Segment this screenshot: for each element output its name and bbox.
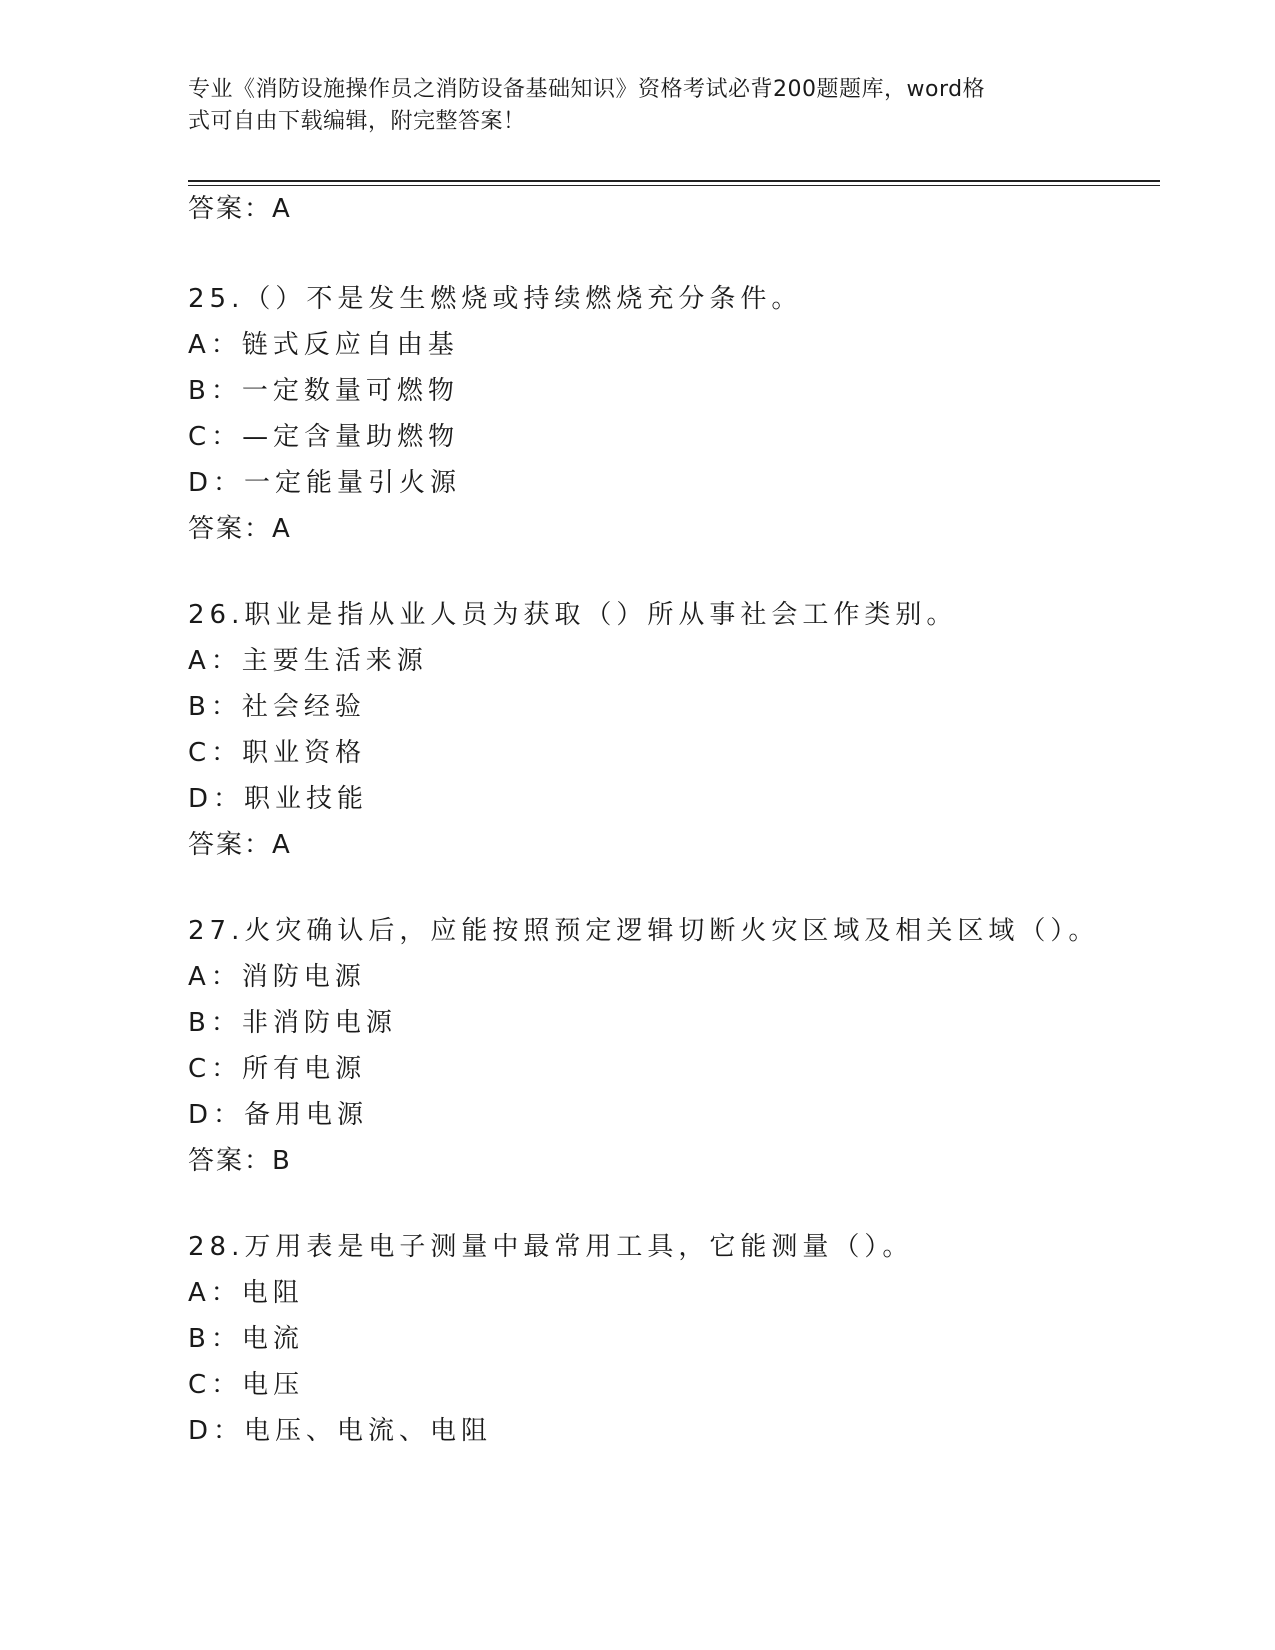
option-c: C：电压 bbox=[188, 1370, 305, 1400]
question-stem: 25.（）不是发生燃烧或持续燃烧充分条件。 bbox=[188, 284, 803, 314]
document-header bbox=[188, 74, 1088, 138]
option-b: B：一定数量可燃物 bbox=[188, 376, 459, 406]
header-divider-thin bbox=[188, 185, 1160, 186]
option-a: A：电阻 bbox=[188, 1278, 304, 1308]
question-27 bbox=[188, 908, 1099, 1184]
option-a: A：消防电源 bbox=[188, 962, 366, 992]
header-line-2: 式可自由下载编辑，附完整答案！ bbox=[188, 109, 526, 134]
header-line-1: 专业《消防设施操作员之消防设备基础知识》资格考试必背200题题库，word格 bbox=[188, 77, 986, 102]
answer: 答案：A bbox=[188, 830, 292, 860]
question-stem: 27.火灾确认后，应能按照预定逻辑切断火灾区域及相关区域（）。 bbox=[188, 916, 1100, 946]
question-28 bbox=[188, 1224, 913, 1454]
option-a: A：链式反应自由基 bbox=[188, 330, 459, 360]
answer: 答案：A bbox=[188, 514, 292, 544]
question-stem: 26.职业是指从业人员为获取（）所从事社会工作类别。 bbox=[188, 600, 958, 630]
option-c: C：所有电源 bbox=[188, 1054, 367, 1084]
question-26 bbox=[188, 592, 957, 868]
option-d: D：职业技能 bbox=[188, 784, 369, 814]
option-b: B：电流 bbox=[188, 1324, 304, 1354]
question-25 bbox=[188, 276, 802, 552]
option-b: B：非消防电源 bbox=[188, 1008, 397, 1038]
option-b: B：社会经验 bbox=[188, 692, 366, 722]
answer: 答案：B bbox=[188, 1146, 292, 1176]
answer-q24: 答案：A bbox=[188, 194, 292, 224]
header-divider-thick bbox=[188, 180, 1160, 182]
option-a: A：主要生活来源 bbox=[188, 646, 428, 676]
option-c: C：职业资格 bbox=[188, 738, 367, 768]
option-c: C：—定含量助燃物 bbox=[188, 422, 460, 452]
question-stem: 28.万用表是电子测量中最常用工具，它能测量（）。 bbox=[188, 1232, 914, 1262]
option-d: D：一定能量引火源 bbox=[188, 468, 462, 498]
option-d: D：电压、电流、电阻 bbox=[188, 1416, 493, 1446]
option-d: D：备用电源 bbox=[188, 1100, 369, 1130]
